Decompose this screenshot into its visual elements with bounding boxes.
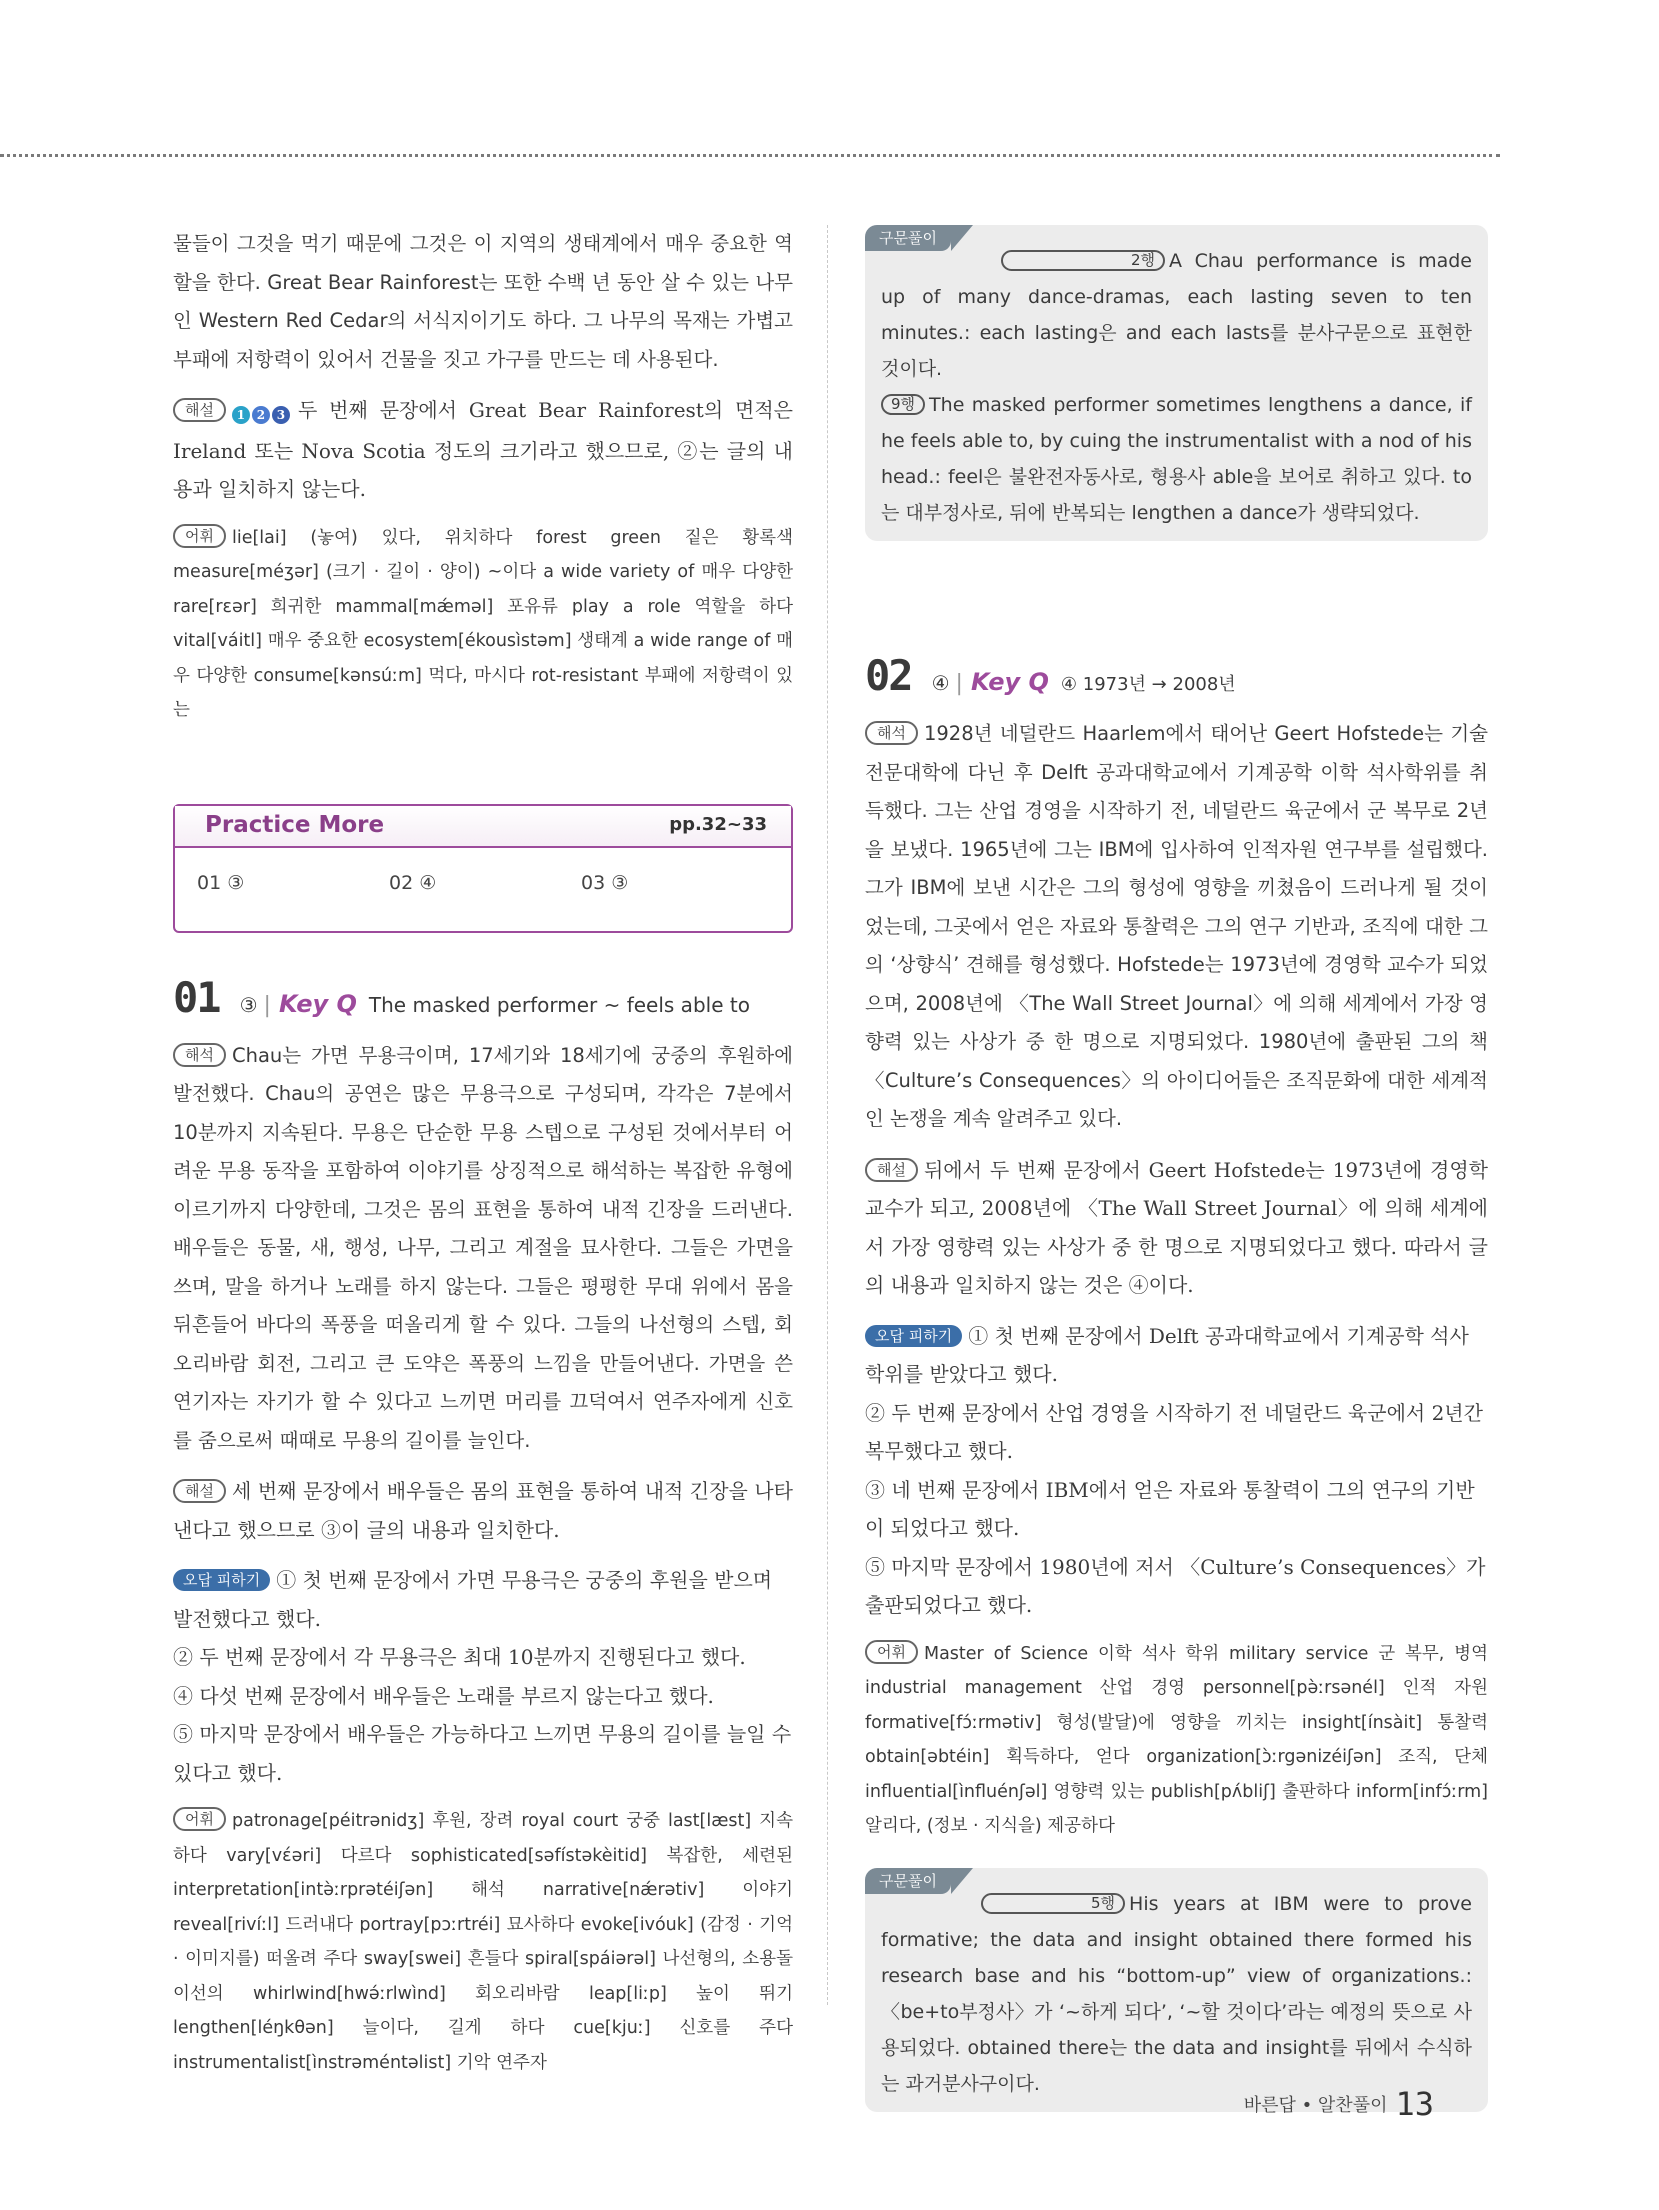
key-q-label: Key Q bbox=[970, 668, 1049, 696]
odap-item: ② 두 번째 문장에서 각 무용극은 최대 10분까지 진행된다고 했다. bbox=[173, 1645, 746, 1669]
gumun-line bbox=[881, 387, 1472, 531]
question-answer: ④ bbox=[931, 671, 950, 695]
odap-tag: 오답 피하기 bbox=[865, 1325, 962, 1347]
q02-odap-section bbox=[865, 1317, 1488, 1625]
haeseol-tag: 해설 bbox=[173, 398, 226, 422]
line-tag: 2행 bbox=[1001, 250, 1165, 271]
left-column bbox=[173, 225, 793, 2092]
gumun-box-02 bbox=[865, 1868, 1488, 2112]
key-q-label: Key Q bbox=[278, 989, 357, 1018]
haeseok-tag: 해석 bbox=[865, 721, 918, 745]
q01-odap-section bbox=[173, 1561, 793, 1792]
vocab-text: lie[lai] (놓여) 있다, 위치하다 forest green 짙은 황록색 measure[méʒər] (크기 · 길이 · 양이) ~이다 a wide variety of 매우 다양한 rare[rɛər] 희귀한 mammal[mǽməl] 포유류 play a role 역할을 하다 vital[váitl] 매우 중요한 ecosystem[ékousìstəm] 생태계 a wide range of 매우 다양한 consume[kənsúːm] 먹다, 마시다 rot-resistant 부패에 저항력이 있는 bbox=[173, 527, 793, 720]
practice-more-box bbox=[173, 804, 793, 933]
q02-vocab-section bbox=[865, 1637, 1488, 1844]
q02-haeseok-section bbox=[865, 715, 1488, 1139]
odap-tag: 오답 피하기 bbox=[173, 1569, 270, 1591]
vocab-text: patronage[péitrənidʒ] 후원, 장려 royal court 궁중 last[læst] 지속하다 vary[vέəri] 다르다 sophisticated[səfístəkèitid] 복잡한, 세련된 interpretation[intə̀ːrprətéiʃən] 해석 narrative[nǽrətiv] 이야기 reveal[rivíːl] 드러내다 portray[pɔːrtréi] 묘사하다 evoke[ivóuk] (감정 · 기억 · 이미지를) 떠올려 주다 sway[swei] 흔들다 spiral[spáiərəl] 나선형의, 소용돌이선의 whirlwind[hwə́ːrlwìnd] 회오리바람 leap[liːp] 높이 뛰기 lengthen[léŋkθən] 늘이다, 길게 하다 cue[kjuː] 신호를 주다 instrumentalist[ìnstrəméntəlist] 기악 연주자 bbox=[173, 1811, 793, 2073]
page-number: 13 bbox=[1395, 2085, 1434, 2123]
odap-item: ③ 네 번째 문장에서 IBM에서 얻은 자료와 통찰력이 그의 연구의 기반이 되었다고 했다. bbox=[865, 1477, 1475, 1540]
odap-item: ④ 다섯 번째 문장에서 배우들은 노래를 부르지 않는다고 했다. bbox=[173, 1683, 714, 1708]
gumun-line bbox=[881, 243, 1472, 387]
num-1-icon: 1 bbox=[232, 406, 250, 424]
footer-label: 바른답 • 알찬풀이 bbox=[1243, 2095, 1388, 2116]
gumun-line bbox=[881, 1886, 1472, 2102]
odap-item: ① 첫 번째 문장에서 가면 무용극은 궁중의 후원을 받으며 발전했다고 했다. bbox=[173, 1568, 773, 1631]
question-number: 01 bbox=[173, 972, 220, 1022]
vocab-text: Master of Science 이학 석사 학위 military service 군 복무, 병역 industrial management 산업 경영 personnel[pə̀ːrsənél] 인적 자원 formative[fɔ́ːrmətiv] 형성(발달)에 영향을 끼치는 insight[ínsàit] 통찰력 obtain[əbtéin] 획득하다, 얻다 organization[ɔ̀ːrgənizéiʃən] 조직, 단체 influential[ìnfluénʃəl] 영향력 있는 publish[pʌ́bliʃ] 출판하다 inform[infɔ́ːrm] 알리다, (정보 · 지식을) 제공하다 bbox=[865, 1643, 1488, 1836]
vocab-section bbox=[173, 521, 793, 728]
vocab-tag: 어휘 bbox=[865, 1640, 918, 1664]
right-column bbox=[865, 225, 1488, 2124]
gumun-tag: 구문풀이 bbox=[865, 225, 951, 251]
gumun-text: A Chau performance is made up of many dance-dramas, each lasting seven to ten minutes.: each lasting은 and each lasts를 분사구문으로 표현한 것이다. bbox=[881, 250, 1472, 380]
q01-haeseol-section bbox=[173, 1472, 793, 1549]
key-q-description: ④ 1973년 → 2008년 bbox=[1060, 674, 1236, 695]
q01-haeseok-section bbox=[173, 1037, 793, 1461]
haeseol-text: 두 번째 문장에서 Great Bear Rainforest의 면적은 Ireland 또는 Nova Scotia 정도의 크기라고 했으므로, ②는 글의 내용과 일치하지 않는다. bbox=[173, 398, 793, 501]
gumun-text: The masked performer sometimes lengthens a dance, if he feels able to, by cuing the instrumentalist with a nod of his head.: feel은 불완전자동사로, 형용사 able을 보어로 취하고 있다. to는 대부정사로, 뒤에 반복되는 lengthen a dance가 생략되었다. bbox=[881, 394, 1472, 524]
odap-item: ② 두 번째 문장에서 산업 경영을 시작하기 전 네덜란드 육군에서 2년간 복무했다고 했다. bbox=[865, 1400, 1483, 1463]
haeseok-text: 1928년 네덜란드 Haarlem에서 태어난 Geert Hofstede는 기술전문대학에 다닌 후 Delft 공과대학교에서 기계공학 이학 석사학위를 취득했다. 그는 산업 경영을 시작하기 전, 네덜란드 육군에서 군 복무로 2년을 보냈다. 1965년에 그는 IBM에 입사하여 인적자원 연구부를 설립했다. 그가 IBM에 보낸 시간은 그의 형성에 영향을 끼쳤음이 드러나게 될 것이었는데, 그곳에서 얻은 자료와 통찰력은 그의 연구 기반과, 조직에 대한 그의 ‘상향식’ 견해를 형성했다. Hofstede는 1973년에 경영학 교수가 되었으며, 2008년에 〈The Wall Street Journal〉에 의해 세계에서 가장 영향력 있는 사상가 중 한 명으로 지명되었다. 1980년에 출판된 그의 책 〈Culture’s Consequences〉의 아이디어들은 조직문화에 대한 세계적인 논쟁을 계속 알려주고 있다. bbox=[865, 722, 1488, 1130]
line-tag: 9행 bbox=[881, 394, 925, 415]
gumun-box-01 bbox=[865, 225, 1488, 541]
haeseol-tag: 해설 bbox=[865, 1158, 918, 1182]
question-number: 02 bbox=[865, 651, 912, 700]
num-2-icon: 2 bbox=[252, 406, 270, 424]
haeseol-text: 세 번째 문장에서 배우들은 몸의 표현을 통하여 내적 긴장을 나타낸다고 했으므로 ③이 글의 내용과 일치한다. bbox=[173, 1479, 793, 1542]
practice-answer-01: 01 ③ bbox=[197, 871, 245, 894]
page-footer bbox=[1244, 2085, 1434, 2123]
haeseol-tag: 해설 bbox=[173, 1479, 226, 1503]
question-01-header bbox=[173, 973, 793, 1023]
divider: | bbox=[263, 992, 271, 1018]
q01-vocab-section bbox=[173, 1804, 793, 2080]
haeseol-text: 뒤에서 두 번째 문장에서 Geert Hofstede는 1973년에 경영학 교수가 되고, 2008년에 〈The Wall Street Journal〉에 의해 세계에서 가장 영향력 있는 사상가 중 한 명으로 지명되었다고 했다. 따라서 글의 내용과 일치하지 않는 것은 ④이다. bbox=[865, 1157, 1488, 1297]
sentence-number-icons bbox=[232, 393, 292, 432]
vocab-tag: 어휘 bbox=[173, 1807, 226, 1831]
haeseok-tag: 해석 bbox=[173, 1043, 226, 1067]
question-02-header bbox=[865, 651, 1488, 701]
practice-more-title: Practice More bbox=[205, 811, 385, 838]
practice-more-pages: pp.32~33 bbox=[669, 813, 767, 835]
top-dotted-rule bbox=[0, 154, 1500, 157]
practice-answer-02: 02 ④ bbox=[389, 871, 437, 894]
gumun-tag: 구문풀이 bbox=[865, 1868, 951, 1894]
odap-item: ⑤ 마지막 문장에서 1980년에 저서 〈Culture’s Consequences〉가 출판되었다고 했다. bbox=[865, 1554, 1486, 1617]
key-q-description: The masked performer ~ feels able to bbox=[368, 992, 750, 1017]
odap-item: ① 첫 번째 문장에서 Delft 공과대학교에서 기계공학 석사학위를 받았다고 했다. bbox=[865, 1323, 1469, 1386]
vocab-tag: 어휘 bbox=[173, 524, 226, 548]
question-answer: ③ bbox=[239, 992, 258, 1017]
haeseok-text: Chau는 가면 무용극이며, 17세기와 18세기에 궁중의 후원하에 발전했다. Chau의 공연은 많은 무용극으로 구성되며, 각각은 7분에서 10분까지 지속된다. 무용은 단순한 무용 스텝으로 구성된 것에서부터 어려운 무용 동작을 포함하여 이야기를 상징적으로 해석하는 복잡한 유형에 이르기까지 다양한데, 그것은 몸의 표현을 통하여 내적 긴장을 드러낸다. 배우들은 동물, 새, 행성, 나무, 그리고 계절을 묘사한다. 그들은 가면을 쓰며, 말을 하거나 노래를 하지 않는다. 그들은 평평한 무대 위에서 몸을 뒤흔들어 바다의 폭풍을 떠올리게 할 수 있다. 그들의 나선형의 스텝, 회오리바람 회전, 그리고 큰 도약은 폭풍의 느낌을 만들어낸다. 가면을 쓴 연기자는 자기가 할 수 있다고 느끼면 머리를 끄덕여서 연주자에게 신호를 줌으로써 때때로 무용의 길이를 늘인다. bbox=[173, 1043, 793, 1452]
line-tag: 5행 bbox=[981, 1893, 1125, 1914]
odap-item: ⑤ 마지막 문장에서 배우들은 가능하다고 느끼면 무용의 길이를 늘일 수 있다고 했다. bbox=[173, 1722, 792, 1785]
gumun-text: His years at IBM were to prove formative; the data and insight obtained there formed his research base and his “bottom-up” view of organizations.: 〈be+to부정사〉가 ‘~하게 되다’, ‘~할 것이다’라는 예정의 뜻으로 사용되었다. obtained there는 the data and insight를 뒤에서 수식하는 과거분사구이다. bbox=[881, 1892, 1472, 2095]
haeseol-section bbox=[173, 391, 793, 509]
column-separator bbox=[827, 225, 828, 2005]
divider: | bbox=[955, 671, 963, 696]
intro-paragraph: 물들이 그것을 먹기 때문에 그것은 이 지역의 생태계에서 매우 중요한 역할을 한다. Great Bear Rainforest는 또한 수백 년 동안 살 수 있는 나무인 Western Red Cedar의 서식지이기도 하다. 그 나무의 목재는 가볍고 부패에 저항력이 있어서 건물을 짓고 가구를 만드는 데 사용된다. bbox=[173, 232, 793, 371]
practice-answer-03: 03 ③ bbox=[581, 871, 629, 894]
num-3-icon: 3 bbox=[272, 406, 290, 424]
q02-haeseol-section bbox=[865, 1151, 1488, 1305]
